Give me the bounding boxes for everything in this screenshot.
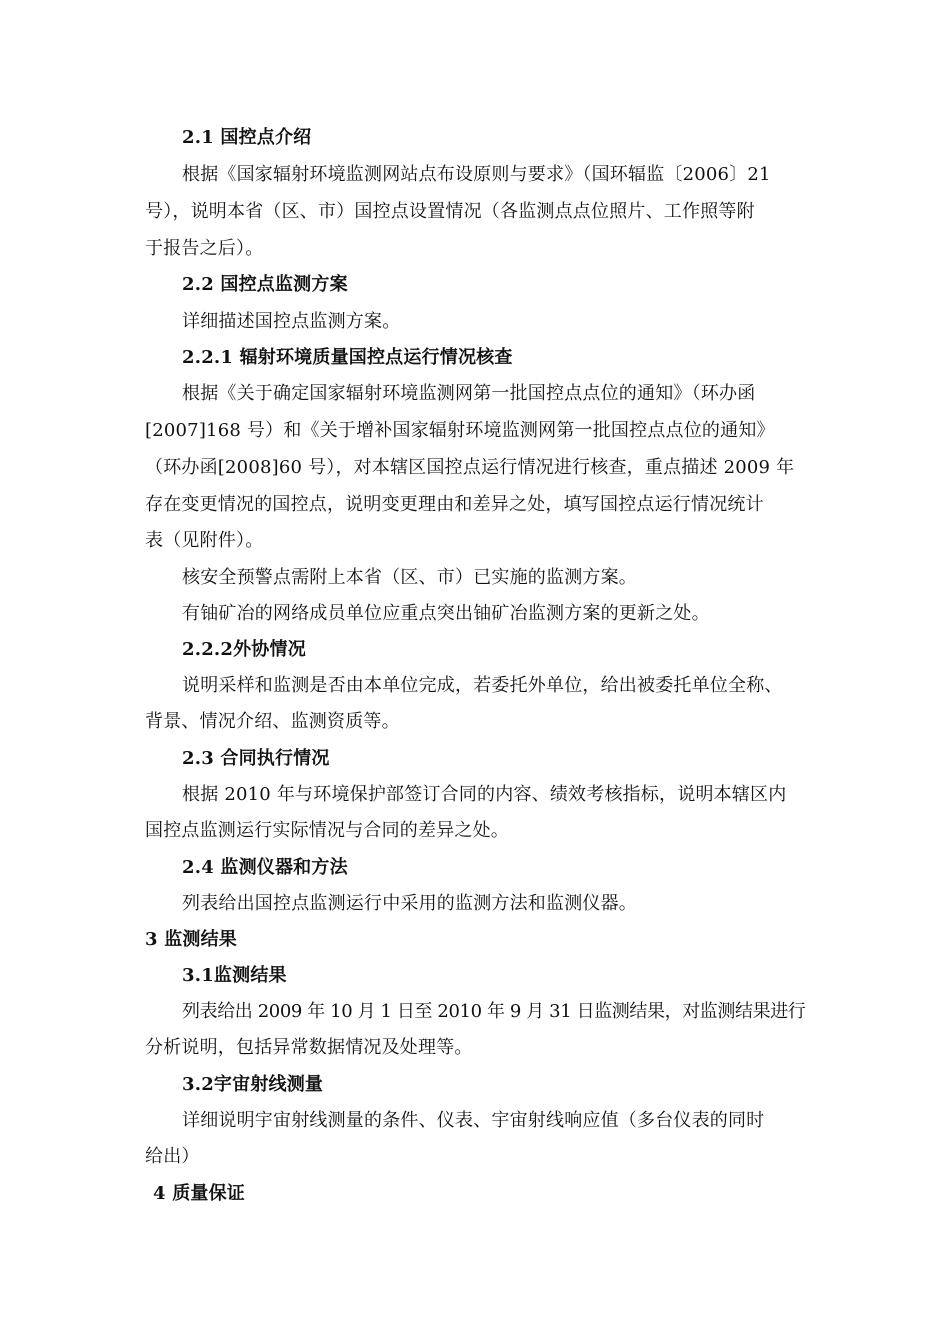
paragraph-line: 详细描述国控点监测方案。 xyxy=(182,311,401,332)
paragraph-line: 详细说明宇宙射线测量的条件、仪表、宇宙射线响应值（多台仪表的同时 xyxy=(182,1110,765,1131)
paragraph-line: 给出） xyxy=(145,1146,200,1167)
heading-4: 4 质量保证 xyxy=(153,1183,245,1204)
heading-2-2-1: 2.2.1 辐射环境质量国控点运行情况核查 xyxy=(182,347,513,368)
paragraph-line: 号），说明本省（区、市）国控点设置情况（各监测点点位照片、工作照等附 xyxy=(145,201,755,222)
paragraph-line: 分析说明，包括异常数据情况及处理等。 xyxy=(145,1037,473,1058)
paragraph-line: 表（见附件）。 xyxy=(145,530,264,551)
paragraph-line: 有铀矿冶的网络成员单位应重点突出铀矿冶监测方案的更新之处。 xyxy=(182,603,710,624)
paragraph-line: 说明采样和监测是否由本单位完成，若委托外单位，给出被委托单位全称、 xyxy=(182,675,783,696)
heading-3-2: 3.2宇宙射线测量 xyxy=(182,1074,324,1095)
heading-2-2-2: 2.2.2外协情况 xyxy=(182,639,306,660)
heading-2-3: 2.3 合同执行情况 xyxy=(182,748,330,769)
paragraph-line: 核安全预警点需附上本省（区、市）已实施的监测方案。 xyxy=(182,567,637,588)
paragraph-line: 列表给出国控点监测运行中采用的监测方法和监测仪器。 xyxy=(182,893,637,914)
paragraph-line: 国控点监测运行实际情况与合同的差异之处。 xyxy=(145,820,509,841)
heading-2-4: 2.4 监测仪器和方法 xyxy=(182,857,348,878)
paragraph-line: 背景、情况介绍、监测资质等。 xyxy=(145,711,400,732)
paragraph-line: 根据 2010 年与环境保护部签订合同的内容、绩效考核指标，说明本辖区内 xyxy=(182,784,787,805)
paragraph-line: 根据《关于确定国家辐射环境监测网第一批国控点点位的通知》（环办函 xyxy=(182,383,756,404)
heading-3-1: 3.1监测结果 xyxy=(182,965,287,986)
paragraph-line: 根据《国家辐射环境监测网站点布设原则与要求》（国环辐监〔2006〕21 xyxy=(182,164,771,185)
paragraph-line: 列表给出 2009 年 10 月 1 日至 2010 年 9 月 31 日监测结果，对监测结果进行 xyxy=(182,1001,806,1022)
paragraph-line: 存在变更情况的国控点，说明变更理由和差异之处，填写国控点运行情况统计 xyxy=(145,494,764,515)
paragraph-line: 于报告之后）。 xyxy=(145,238,264,259)
paragraph-line: [2007]168 号）和《关于增补国家辐射环境监测网第一批国控点点位的通知》 xyxy=(145,420,775,441)
heading-2-2: 2.2 国控点监测方案 xyxy=(182,274,348,295)
paragraph-line: （环办函[2008]60 号），对本辖区国控点运行情况进行核查，重点描述 2009 年 xyxy=(145,457,795,478)
heading-2-1: 2.1 国控点介绍 xyxy=(182,127,312,148)
heading-3: 3 监测结果 xyxy=(145,929,237,950)
